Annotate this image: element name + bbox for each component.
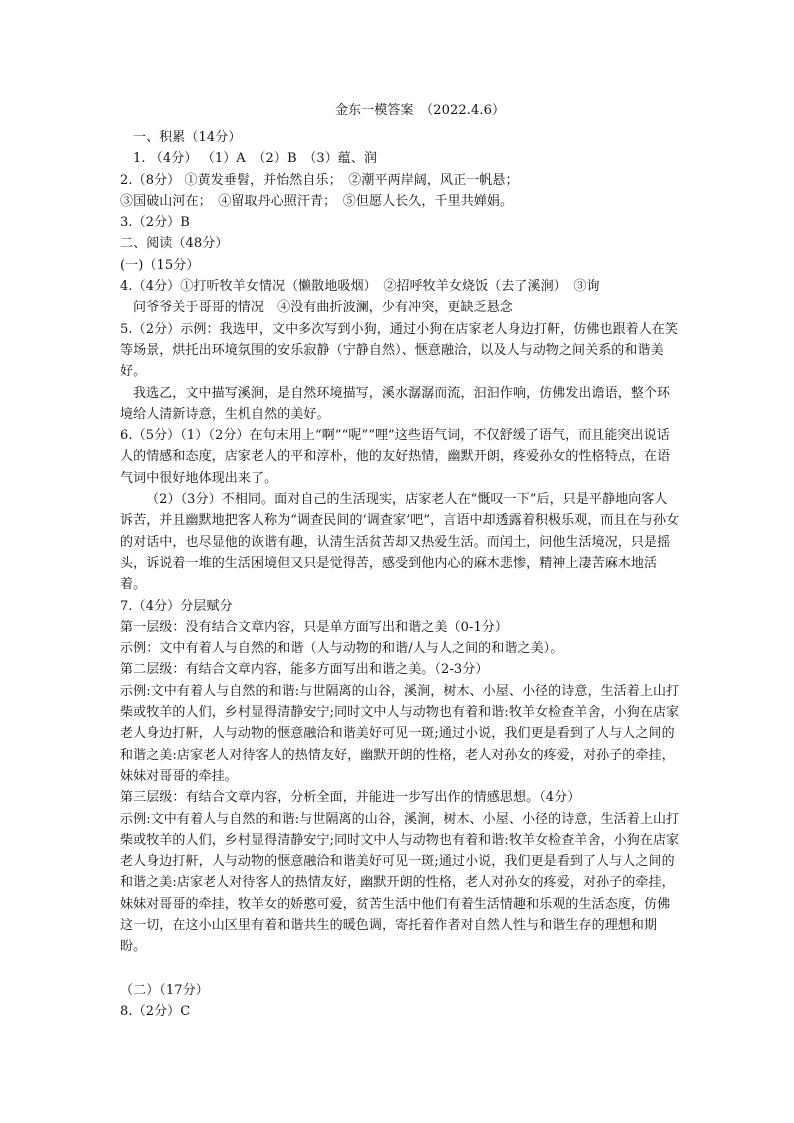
answer-document: [120, 100, 680, 1022]
level-one-criteria: 第一层级：没有结合文章内容，只是单方面写出和谐之美（0-1分）: [120, 619, 509, 635]
answer-q1: 1. （4分） （1）A （2）B （3）蕴、润: [133, 151, 378, 167]
answer-q5-option-a: 5.（2分）示例：我选甲，文中多次写到小狗，通过小狗在店家老人身边打鼾，仿佛也跟着人在笑等场景，烘托出环境氛围的安乐寂静（宁静自然）、惬意融洽，以及人与动物之间关系的和谐美好。: [120, 321, 679, 380]
answer-q2-part2: ③国破山河在； ④留取丹心照汗青； ⑤但愿人长久，千里共婵娟。: [120, 193, 514, 209]
part-heading-two: （二）（17分）: [120, 982, 209, 998]
document-title: 金东一模答案 （2022.4.6）: [334, 103, 506, 118]
answer-q5-option-b: 我选乙，文中描写溪涧，是自然环境描写，溪水潺潺而流，汩汩作响，仿佛发出谵语，整个环境给人清新诗意，生机自然的美好。: [120, 385, 671, 422]
level-two-criteria: 第二层级：有结合文章内容，能多方面写出和谐之美。（2-3分）: [120, 662, 489, 678]
answer-q6-part1: 6.（5分）（1）（2分）在句末用上“啊”“呢”“哩”这些语气词，不仅舒缓了语气，而且能突出说话人的情感和态度，店家老人的平和淳朴，他的友好热情，幽默开朗，疼爱孙女的性格特点，在语气词中很好地体现出来了。: [120, 428, 671, 486]
level-two-example: 示例:文中有着人与自然的和谐:与世隔离的山谷，溪涧，树木、小屋、小径的诗意，生活着上山打柴或牧羊的人们，乡村显得清静安宁;同时文中人与动物也有着和谐:牧羊女检查羊舍，小狗在店家老人身边打鼾，人与动物的惬意融洽和谐美好可见一斑;通过小说，我们更是看到了人与人之间的和谐之美:店家老人对待客人的热情友好，幽默开朗的性格，老人对孙女的疼爱，对孙子的牵挂，妹妹对哥哥的牵挂。: [120, 683, 680, 784]
answer-q2-part1: 2.（8分） ①黄发垂髫，并怡然自乐； ②潮平两岸阔，风正一帆悬；: [120, 172, 519, 188]
level-three-criteria: 第三层级：有结合文章内容，分析全面，并能进一步写出作的情感思想。（4分）: [120, 790, 581, 806]
answer-q8: 8.（2分）C: [120, 1003, 191, 1019]
blank-gap: [120, 958, 680, 980]
part-heading-one: (一)（15分）: [120, 257, 200, 273]
level-three-example: 示例:文中有着人与自然的和谐:与世隔离的山谷，溪涧，树木、小屋、小径的诗意，生活着上山打柴或牧羊的人们，乡村显得清静安宁;同时文中人与动物也有着和谐:牧羊女检查羊舍，小狗在店家老人身边打鼾，人与动物的惬意融洽和谐美好可见一斑;通过小说，我们更是看到了人与人之间的和谐之美:店家老人对待客人的热情友好，幽默开朗的性格，老人对孙女的疼爱，对孙子的牵挂，妹妹对哥哥的牵挂，牧羊女的娇憨可爱，贫苦生活中他们有着生活情趣和乐观的生活态度，仿佛这一切，在这小山区里有着和谐共生的暖色调，寄托着作者对自然人性与和谐生存的理想和期盼。: [120, 811, 680, 955]
section-heading-accumulation: 一、积累（14分）: [133, 130, 242, 145]
answer-q7-heading: 7.（4分）分层赋分: [120, 598, 233, 614]
answer-q4-part2: 问爷爷关于哥哥的情况 ④没有曲折波澜，少有冲突，更缺乏悬念: [133, 300, 513, 316]
answer-q4-part1: 4.（4分）①打听牧羊女情况（懒散地吸烟） ②招呼牧羊女烧饭（去了溪涧） ③询: [120, 279, 600, 295]
section-heading-reading: 二、阅读（48分）: [120, 236, 229, 252]
level-one-example: 示例：文中有着人与自然的和谐（人与动物的和谐/人与人之间的和谐之美）。: [120, 641, 564, 657]
answer-q6-part2: （2）（3分）不相同。面对自己的生活现实，店家老人在“慨叹一下”后，只是平静地向客人诉苦，并且幽默地把客人称为“调查民间的‘调查家’吧”，言语中却透露着积极乐观，而且在与孙女的对话中，也尽显他的诙谐有趣，认清生活贫苦却又热爱生活。而闰土，问他生活境况，只是摇头，诉说着一堆的生活困境但又只是觉得苦，感受到他内心的麻木悲惨，精神上凄苦麻木地活着。: [120, 492, 680, 593]
answer-q3: 3.（2分）B: [120, 215, 190, 231]
